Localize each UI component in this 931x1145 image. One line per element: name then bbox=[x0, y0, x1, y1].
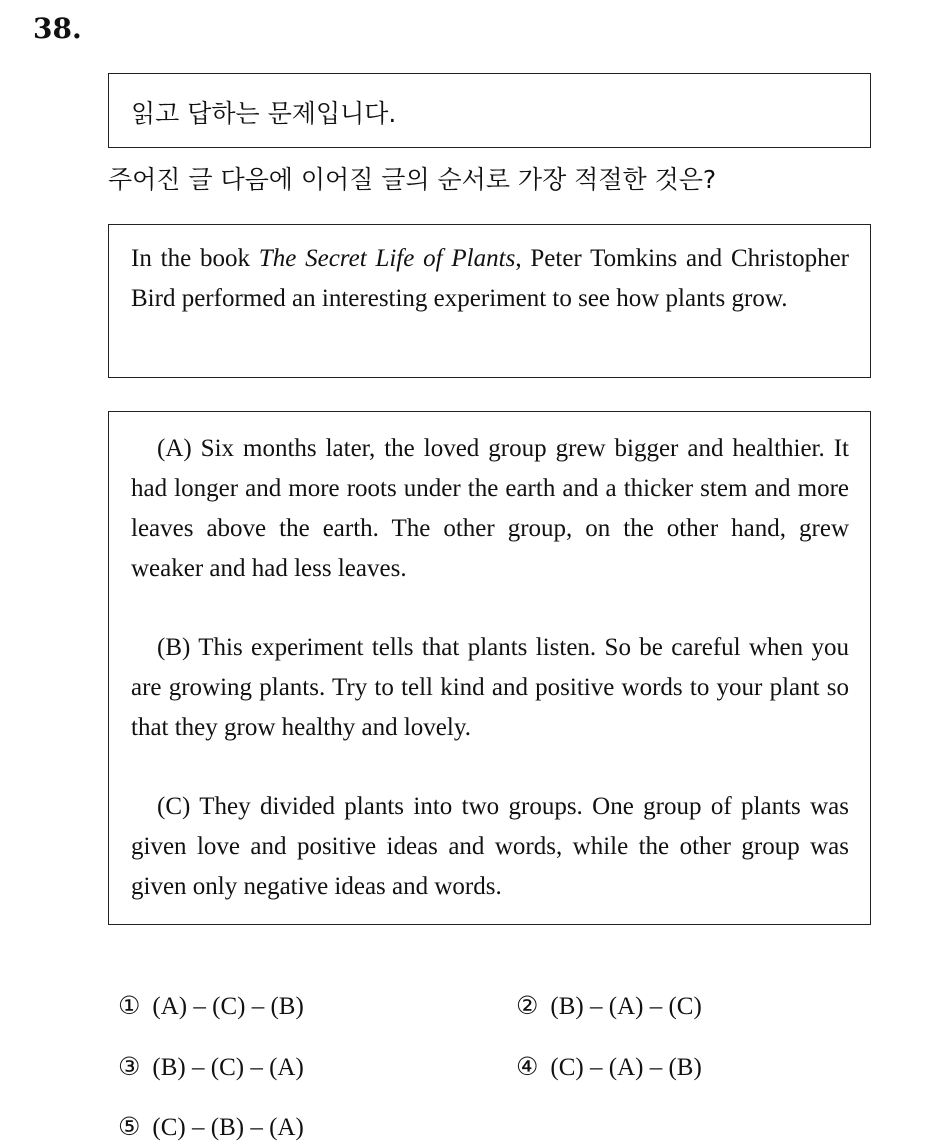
choice-5[interactable] bbox=[118, 1112, 304, 1142]
choice-4[interactable] bbox=[516, 1052, 702, 1082]
choice-3-mark: ③ bbox=[118, 1052, 141, 1081]
choice-2-text: (B) – (A) – (C) bbox=[550, 993, 702, 1020]
question-text: 주어진 글 다음에 이어질 글의 순서로 가장 적절한 것은? bbox=[108, 165, 717, 194]
paragraph-a: (A) Six months later, the loved group grew bigger and healthier. It had longer and more roots under the earth and a thicker stem and more leaves above the earth. The other group, on the other hand, grew weaker and had less leaves. bbox=[131, 435, 849, 582]
choice-4-mark: ④ bbox=[516, 1052, 539, 1081]
question-number: 38. bbox=[33, 12, 82, 45]
choice-2-mark: ② bbox=[516, 991, 539, 1020]
paragraph-c: (C) They divided plants into two groups. One group of plants was given love and positive ideas and words, while the other group was given only negative ideas and words. bbox=[131, 793, 849, 900]
given-text-before: In the book bbox=[131, 245, 259, 272]
choice-3-text: (B) – (C) – (A) bbox=[152, 1054, 304, 1081]
choice-1[interactable] bbox=[118, 991, 304, 1021]
instruction-text: 읽고 답하는 문제입니다. bbox=[131, 99, 397, 128]
choice-5-mark: ⑤ bbox=[118, 1112, 141, 1141]
instruction-box bbox=[108, 73, 871, 148]
choice-1-text: (A) – (C) – (B) bbox=[152, 993, 304, 1020]
choice-4-text: (C) – (A) – (B) bbox=[550, 1054, 702, 1081]
paragraph-b: (B) This experiment tells that plants listen. So be careful when you are growing plants. Try to tell kind and positive words to your plant so that they grow healthy and lovely. bbox=[131, 634, 849, 741]
passage-box bbox=[108, 411, 871, 925]
choice-5-text: (C) – (B) – (A) bbox=[152, 1114, 304, 1141]
choice-2[interactable] bbox=[516, 991, 702, 1021]
given-text-after: , Peter Tomkins and Christopher Bird performed an interesting experiment to see how plants grow. bbox=[131, 245, 850, 312]
book-title: The Secret Life of Plants bbox=[258, 245, 516, 272]
choice-3[interactable] bbox=[118, 1052, 304, 1082]
given-text bbox=[131, 239, 849, 319]
choice-1-mark: ① bbox=[118, 991, 141, 1020]
given-text-box bbox=[108, 224, 871, 378]
